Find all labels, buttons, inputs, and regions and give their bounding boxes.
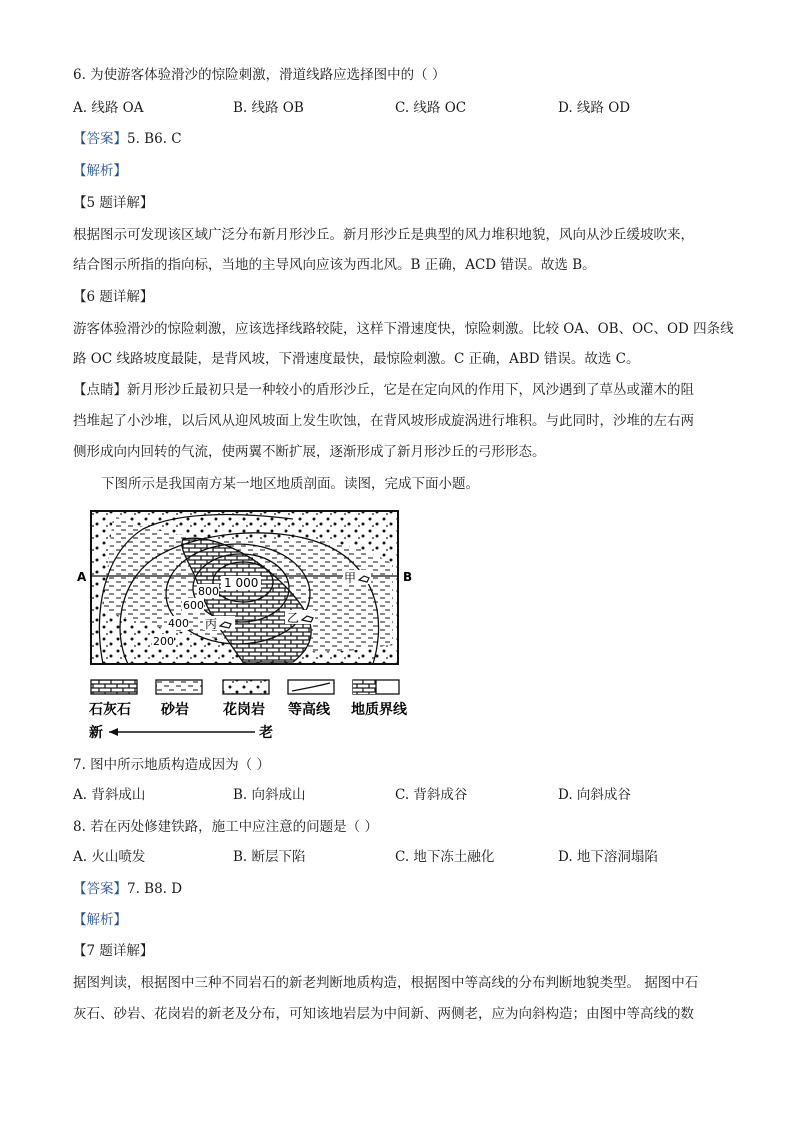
age-new-label: 新 [89, 725, 103, 741]
q8-option-b: B. 断层下陷 [233, 849, 306, 865]
analysis-label-1: 【解析】 [73, 163, 127, 179]
legend-contour-label: 等高线 [288, 702, 330, 718]
point-a-label: A [77, 570, 87, 584]
legend-sandstone-swatch [156, 680, 202, 694]
q6-detail-line-2: 路 OC 线路坡度最陡，是背风坡，下滑速度最快，最惊险刺激。C 正确，ABD 错误。故选 C。 [73, 351, 640, 367]
contour-label-800: 800 [198, 585, 219, 598]
answer-text: 5. B6. C [127, 131, 182, 147]
legend-limestone-swatch [91, 680, 137, 694]
contour-label-1000: 1 000 [224, 576, 259, 590]
q7-detail-line-2: 灰石、砂岩、花岗岩的新老及分布，可知该地岩层为中间新、两侧老，应为向斜构造；由图中等高线的数 [73, 1006, 694, 1022]
q8-option-c: C. 地下冻土融化 [395, 849, 495, 865]
tip-line-2: 挡堆起了小沙堆，以后风从迎风坡面上发生吹蚀，在背风坡形成旋涡进行堆积。与此同时，沙堆的左右两 [73, 413, 694, 429]
contour-label-600: 600 [183, 599, 204, 612]
q6-option-c: C. 线路 OC [395, 100, 467, 116]
q7-option-c: C. 背斜成谷 [395, 787, 468, 803]
q5-detail-head: 【5 题详解】 [73, 195, 154, 211]
q6-option-b: B. 线路 OB [233, 100, 304, 116]
tip-text-1: 新月形沙丘最初只是一种较小的盾形沙丘，它是在定向风的作用下，风沙遇到了草丛或灌木的阻 [127, 382, 694, 398]
answer-5-6 [73, 130, 182, 148]
q6-option-d: D. 线路 OD [558, 100, 631, 116]
tip-line-3: 侧形成向内回转的气流，使两翼不断扩展，逐渐形成了新月形沙丘的弓形形态。 [73, 444, 546, 460]
legend-granite-label: 花岗岩 [223, 702, 265, 718]
legend-sandstone-label: 砂岩 [161, 702, 189, 718]
q8-option-d: D. 地下溶洞塌陷 [558, 849, 658, 865]
tip-line-1 [73, 381, 694, 399]
answer-label: 【答案】 [73, 131, 127, 147]
geology-map-figure [73, 504, 423, 744]
q7-detail-line-1: 据图判读，根据图中三种不同岩石的新老判断地质构造，根据图中等高线的分布判断地貌类型。 据图中石 [73, 975, 699, 991]
contour-label-200: 200 [153, 635, 174, 648]
legend-limestone-label: 石灰石 [89, 702, 131, 718]
point-b-label: B [403, 570, 413, 584]
q5-detail-line-1: 根据图示可发现该区域广泛分布新月形沙丘。新月形沙丘是典型的风力堆积地貌，风向从沙丘缓坡吹来， [73, 227, 694, 243]
q7-option-d: D. 向斜成谷 [558, 787, 631, 803]
q7-option-a: A. 背斜成山 [73, 787, 146, 803]
age-old-label: 老 [259, 725, 273, 741]
q6-detail-line-1: 游客体验滑沙的惊险刺激，应该选择线路较陡，这样下滑速度快，惊险刺激。比较 OA、OB、OC、OD 四条线 [73, 321, 734, 337]
contour-label-400: 400 [168, 617, 189, 630]
answer-text-2: 7. B8. D [127, 881, 183, 897]
q7-option-b: B. 向斜成山 [233, 787, 306, 803]
figure-intro: 下图所示是我国南方某一地区地质剖面。读图，完成下面小题。 [101, 476, 479, 492]
q6-stem: 6. 为使游客体验滑沙的惊险刺激，滑道线路应选择图中的（ ） [73, 67, 446, 83]
legend-granite-swatch [223, 680, 269, 694]
q7-stem: 7. 图中所示地质构造成因为（ ） [73, 757, 270, 773]
q8-option-a: A. 火山喷发 [73, 849, 146, 865]
answer-label-2: 【答案】 [73, 881, 127, 897]
q8-stem: 8. 若在丙处修建铁路，施工中应注意的问题是（ ） [73, 819, 378, 835]
legend-boundary-label: 地质界线 [351, 702, 407, 718]
q6-detail-head: 【6 题详解】 [73, 289, 154, 305]
q5-detail-line-2: 结合图示所指的指向标，当地的主导风向应该为西北风。B 正确，ACD 错误。故选 B。 [73, 257, 596, 273]
place-bing: 丙 [205, 617, 218, 631]
q7-detail-head: 【7 题详解】 [73, 943, 154, 959]
place-yi: 乙 [287, 611, 300, 625]
answer-7-8 [73, 880, 182, 898]
place-jia: 甲 [344, 571, 357, 585]
analysis-label-2: 【解析】 [73, 912, 127, 928]
q6-option-a: A. 线路 OA [73, 100, 144, 116]
tip-label: 【点睛】 [73, 382, 127, 398]
